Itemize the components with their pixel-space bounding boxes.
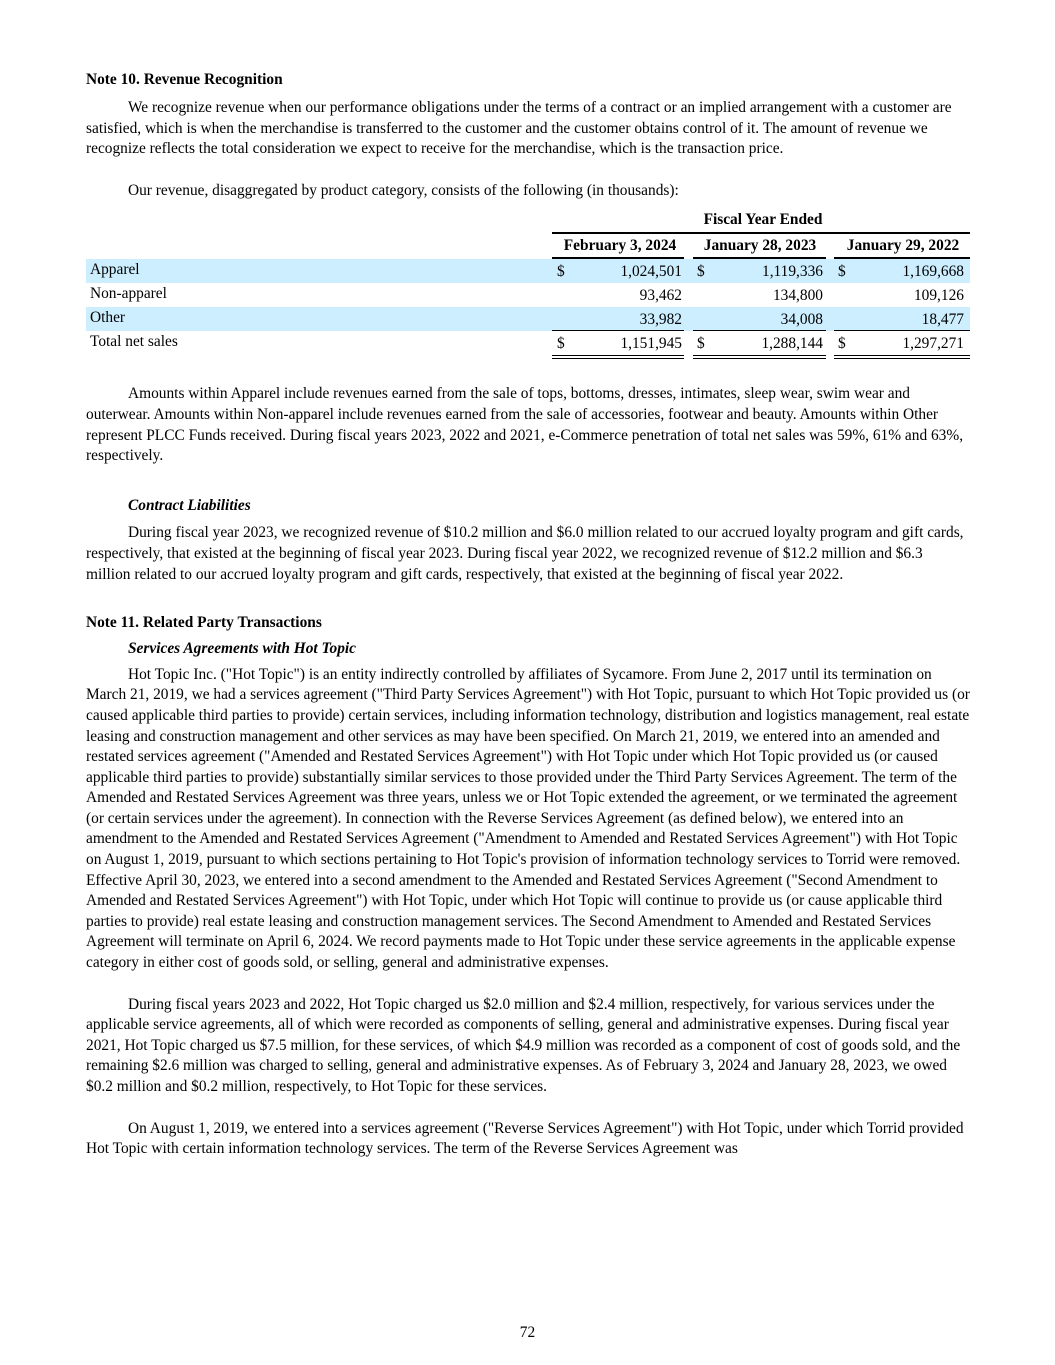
cell-value: 109,126: [913, 287, 964, 305]
page-number: 72: [519, 1324, 536, 1341]
row-label: Apparel: [90, 261, 140, 279]
note-10-paragraph-1: We recognize revenue when our performance obligations under the terms of a contract or an implied arrangement with a customer are satisfied, which is when the merchandise is transferred to the customer and the customer obtains control of it. The amount of revenue we recognize reflects the total consideration we expect to receive for the merchandise, which is the transaction price.: [86, 99, 952, 158]
cell-value: 134,800: [772, 287, 823, 305]
cell-value: 1,169,668: [902, 263, 964, 281]
cell-value: 1,151,945: [620, 335, 682, 353]
cell-value: 33,982: [639, 311, 682, 329]
cell-value: 93,462: [639, 287, 682, 305]
contract-liabilities-subheading: Contract Liabilities: [128, 496, 251, 514]
column-header-jan-2023: January 28, 2023: [703, 237, 817, 255]
dollar-sign: $: [697, 335, 705, 353]
table-group-header-row: [86, 210, 970, 234]
note-10-paragraph-3: Amounts within Apparel include revenues earned from the sale of tops, bottoms, dresses, intimates, sleep wear, swim wear and outerwear. Amounts within Non-apparel include revenues earned from the sale of accessories, footwear and beauty. Amounts within Other represent PLCC Funds received. During fiscal years 2023, 2022 and 2021, e-Commerce penetration of total net sales was 59%, 61% and 63%, respectively.: [86, 385, 964, 465]
dollar-sign: $: [557, 335, 565, 353]
revenue-table: [86, 210, 970, 355]
cell-value: 1,024,501: [620, 263, 682, 281]
table-row-apparel: [86, 259, 970, 283]
dollar-sign: $: [697, 263, 705, 281]
dollar-sign: $: [557, 263, 565, 281]
cell-value: 18,477: [921, 311, 964, 329]
row-label: Total net sales: [90, 333, 178, 351]
contract-liabilities-paragraph: During fiscal year 2023, we recognized revenue of $10.2 million and $6.0 million related to our accrued loyalty program and gift cards, respectively, that existed at the beginning of fiscal year 2023. During fiscal year 2022, we recognized revenue of $12.2 million and $6.3 million related to our accrued loyalty program and gift cards, respectively, that existed at the beginning of fiscal year 2022.: [86, 524, 964, 583]
total-double-rule-1: [552, 355, 684, 359]
cell-value: 34,008: [780, 311, 823, 329]
document-page: [86, 70, 970, 1160]
table-column-header-row: [86, 234, 970, 259]
total-double-rule-2: [693, 355, 826, 359]
fiscal-year-ended-header: Fiscal Year Ended: [703, 211, 823, 229]
note-11-paragraph-3: On August 1, 2019, we entered into a services agreement ("Reverse Services Agreement") with Hot Topic, under which Torrid provided Hot Topic with certain information technology services. The term of the Reverse Services Agreement was: [86, 1119, 964, 1158]
dollar-sign: $: [838, 263, 846, 281]
row-label: Other: [90, 309, 126, 327]
total-double-rule-3: [834, 355, 970, 359]
note-11-paragraph-2: During fiscal years 2023 and 2022, Hot Topic charged us $2.0 million and $2.4 million, respectively, for various services under the applicable service agreements, all of which were recorded as components of selling, general and administrative expenses. During fiscal year 2021, Hot Topic charged us $7.5 million, for these services, of which $4.9 million was recorded as a component of cost of goods sold, and the remaining $2.6 million was charged to selling, general and administrative expenses. As of February 3, 2024 and January 28, 2023, we owed $0.2 million and $0.2 million, respectively, to Hot Topic for these services.: [86, 995, 961, 1095]
column-header-jan-2022: January 29, 2022: [846, 237, 960, 255]
note-11-heading: Note 11. Related Party Transactions: [86, 614, 322, 632]
table-row-other: [86, 307, 970, 331]
table-row-total-net-sales: [86, 331, 970, 355]
cell-value: 1,297,271: [902, 335, 964, 353]
column-header-feb-2024: February 3, 2024: [563, 237, 677, 255]
note-10-paragraph-2: Our revenue, disaggregated by product category, consists of the following (in thousands):: [128, 181, 679, 199]
cell-value: 1,119,336: [762, 263, 823, 281]
cell-value: 1,288,144: [761, 335, 823, 353]
row-label: Non-apparel: [90, 285, 167, 303]
hot-topic-subheading: Services Agreements with Hot Topic: [128, 640, 357, 658]
table-row-non-apparel: [86, 283, 970, 307]
dollar-sign: $: [838, 335, 846, 353]
note-10-heading: Note 10. Revenue Recognition: [86, 71, 283, 88]
note-11-paragraph-1: Hot Topic Inc. ("Hot Topic") is an entity indirectly controlled by affiliates of Sycamore. From June 2, 2017 until its termination on March 21, 2019, we had a services agreement ("Third Party Services Agreement") with Hot Topic, pursuant to which Hot Topic provided us (or caused applicable third parties to provide) certain services, including information technology, distribution and logistics management, real estate leasing and construction management and other services as may have been specified. On March 21, 2019, we entered into an amended and restated services agreement ("Amended and Restated Services Agreement") with Hot Topic under which Hot Topic provided us (or caused applicable third parties to provide) substantially similar services to those provided under the Third Party Services Agreement. The term of the Amended and Restated Services Agreement was three years, unless we or Hot Topic extended the agreement, or we terminated the agreement (or certain services under the agreement). In connection with the Reverse Services Agreement (as defined below), we entered into an amendment to the Amended and Restated Services Agreement ("Amendment to Amended and Restated Services Agreement") with Hot Topic on August 1, 2019, pursuant to which sections pertaining to Hot Topic's provision of information technology services to Torrid were removed. Effective April 30, 2023, we entered into a second amendment to the Amended and Restated Services Agreement ("Second Amendment to Amended and Restated Services Agreement") with Hot Topic, under which Hot Topic will continue to provide us (or cause applicable third parties to provide) real estate leasing and construction management services. The Second Amendment to Amended and Restated Services Agreement will terminate on April 6, 2024. We record payments made to Hot Topic under these service agreements in the applicable expense category in either cost of goods sold, or selling, general and administrative expenses.: [86, 665, 970, 972]
